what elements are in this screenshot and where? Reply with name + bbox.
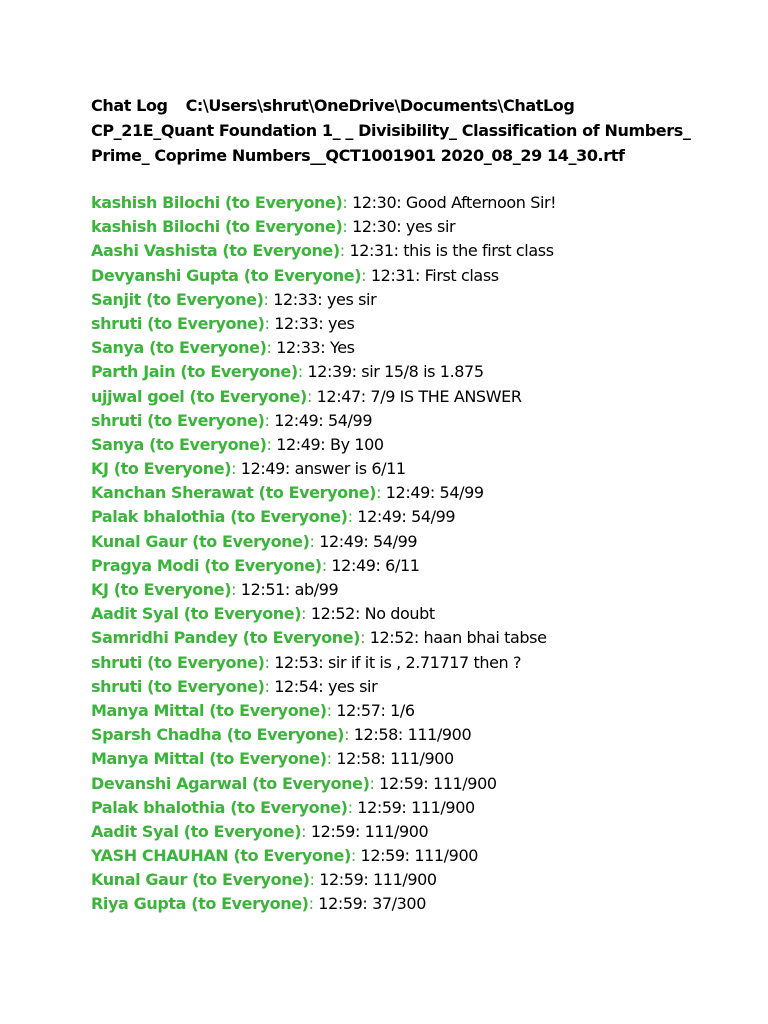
message-sender: shruti (to Everyone) bbox=[91, 652, 265, 672]
message-sender: Palak bhalothia (to Everyone) bbox=[91, 507, 348, 527]
chat-message bbox=[91, 602, 751, 626]
sender-separator: : bbox=[369, 773, 375, 793]
sender-separator: : bbox=[231, 580, 237, 599]
sender-separator: : bbox=[326, 700, 332, 720]
message-text: 12:30: yes sir bbox=[347, 217, 456, 237]
message-text: 12:52: haan bhai tabse bbox=[365, 628, 547, 648]
message-sender: ujjwal goel (to Everyone) bbox=[91, 386, 307, 406]
message-text: 12:52: No doubt bbox=[306, 604, 435, 624]
chat-message bbox=[91, 191, 751, 215]
message-sender: Riya Gupta (to Everyone) bbox=[91, 894, 309, 914]
chat-message bbox=[91, 796, 751, 820]
message-text: 12:58: 111/900 bbox=[331, 749, 454, 769]
sender-separator: : bbox=[321, 555, 327, 575]
message-sender: Palak bhalothia (to Everyone) bbox=[91, 797, 348, 817]
message-sender: Kunal Gaur (to Everyone) bbox=[91, 531, 310, 551]
sender-separator: : bbox=[350, 846, 356, 866]
header-label: Chat Log bbox=[91, 96, 168, 115]
message-sender: Aashi Vashista (to Everyone) bbox=[91, 241, 340, 261]
sender-separator: : bbox=[309, 870, 315, 890]
chat-message bbox=[91, 747, 751, 771]
message-sender: KJ (to Everyone) bbox=[91, 459, 232, 479]
message-sender: KJ (to Everyone) bbox=[91, 580, 232, 599]
chat-log-header bbox=[91, 93, 751, 168]
chat-message bbox=[91, 892, 751, 916]
sender-separator: : bbox=[376, 483, 382, 503]
message-text: 12:33: Yes bbox=[271, 338, 355, 358]
sender-separator: : bbox=[264, 410, 270, 430]
chat-message bbox=[91, 239, 751, 263]
chat-message bbox=[91, 336, 751, 360]
message-sender: Parth Jain (to Everyone) bbox=[91, 362, 298, 382]
message-text: 12:51: ab/99 bbox=[236, 580, 339, 599]
message-text: 12:39: sir 15/8 is 1.875 bbox=[302, 362, 484, 382]
chat-message-list bbox=[91, 191, 751, 917]
chat-message bbox=[91, 699, 751, 723]
message-sender: Devyanshi Gupta (to Everyone) bbox=[91, 265, 362, 285]
message-sender: Devanshi Agarwal (to Everyone) bbox=[91, 773, 370, 793]
message-sender: shruti (to Everyone) bbox=[91, 676, 265, 696]
message-sender: Kanchan Sherawat (to Everyone) bbox=[91, 483, 377, 503]
sender-separator: : bbox=[344, 725, 350, 745]
chat-message bbox=[91, 481, 751, 505]
message-sender: Manya Mittal (to Everyone) bbox=[91, 749, 327, 769]
chat-message bbox=[91, 505, 751, 529]
chat-message bbox=[91, 360, 751, 384]
message-text: 12:59: 111/900 bbox=[306, 821, 429, 841]
chat-message bbox=[91, 772, 751, 796]
chat-message bbox=[91, 844, 751, 868]
header-line-3: Prime_ Coprime Numbers__QCT1001901 2020_08_29 14_30.rtf bbox=[91, 146, 625, 165]
message-text: 12:31: First class bbox=[366, 265, 499, 285]
sender-separator: : bbox=[326, 749, 332, 769]
message-text: 12:49: By 100 bbox=[271, 434, 384, 454]
message-text: 12:53: sir if it is , 2.71717 then ? bbox=[269, 652, 522, 672]
sender-separator: : bbox=[297, 362, 303, 382]
message-text: 12:49: 54/99 bbox=[314, 531, 418, 551]
chat-message bbox=[91, 457, 751, 481]
chat-message bbox=[91, 675, 751, 699]
chat-message bbox=[91, 626, 751, 650]
chat-message bbox=[91, 433, 751, 457]
sender-separator: : bbox=[347, 797, 353, 817]
message-text: 12:30: Good Afternoon Sir! bbox=[347, 193, 557, 212]
chat-message bbox=[91, 868, 751, 892]
message-sender: Kunal Gaur (to Everyone) bbox=[91, 870, 310, 890]
sender-separator: : bbox=[231, 459, 237, 479]
message-sender: Aadit Syal (to Everyone) bbox=[91, 821, 302, 841]
sender-separator: : bbox=[301, 604, 307, 624]
message-text: 12:49: 6/11 bbox=[326, 555, 420, 575]
message-sender: Manya Mittal (to Everyone) bbox=[91, 700, 327, 720]
chat-message bbox=[91, 385, 751, 409]
header-line-1 bbox=[91, 93, 751, 118]
message-sender: kashish Bilochi (to Everyone) bbox=[91, 193, 343, 212]
message-text: 12:49: 54/99 bbox=[352, 507, 456, 527]
message-text: 12:33: yes bbox=[269, 313, 355, 333]
chat-message bbox=[91, 651, 751, 675]
chat-message bbox=[91, 312, 751, 336]
message-sender: YASH CHAUHAN (to Everyone) bbox=[91, 846, 351, 866]
sender-separator: : bbox=[263, 289, 269, 309]
message-sender: Aadit Syal (to Everyone) bbox=[91, 604, 302, 624]
message-sender: Sanjit (to Everyone) bbox=[91, 289, 264, 309]
sender-separator: : bbox=[264, 652, 270, 672]
message-text: 12:57: 1/6 bbox=[331, 700, 415, 720]
message-text: 12:58: 111/900 bbox=[349, 725, 472, 745]
chat-message bbox=[91, 409, 751, 433]
sender-separator: : bbox=[347, 507, 353, 527]
message-text: 12:59: 111/900 bbox=[374, 773, 497, 793]
message-sender: shruti (to Everyone) bbox=[91, 313, 265, 333]
message-text: 12:49: 54/99 bbox=[269, 410, 373, 430]
sender-separator: : bbox=[266, 434, 272, 454]
message-text: 12:59: 111/900 bbox=[352, 797, 475, 817]
message-sender: kashish Bilochi (to Everyone) bbox=[91, 217, 343, 237]
sender-separator: : bbox=[266, 338, 272, 358]
chat-message bbox=[91, 288, 751, 312]
message-text: 12:59: 37/300 bbox=[313, 894, 426, 914]
message-text: 12:54: yes sir bbox=[269, 676, 378, 696]
header-path: C:\Users\shrut\OneDrive\Documents\ChatLog bbox=[185, 96, 575, 115]
message-sender: Samridhi Pandey (to Everyone) bbox=[91, 628, 361, 648]
message-sender: Sanya (to Everyone) bbox=[91, 338, 267, 358]
header-line-2: CP_21E_Quant Foundation 1_ _ Divisibility_ Classification of Numbers_ bbox=[91, 121, 691, 140]
sender-separator: : bbox=[308, 894, 314, 914]
sender-separator: : bbox=[306, 386, 312, 406]
sender-separator: : bbox=[301, 821, 307, 841]
sender-separator: : bbox=[360, 628, 366, 648]
sender-separator: : bbox=[361, 265, 367, 285]
sender-separator: : bbox=[309, 531, 315, 551]
message-sender: Pragya Modi (to Everyone) bbox=[91, 555, 322, 575]
chat-message bbox=[91, 264, 751, 288]
sender-separator: : bbox=[264, 676, 270, 696]
sender-separator: : bbox=[339, 241, 345, 261]
message-text: 12:33: yes sir bbox=[268, 289, 377, 309]
message-text: 12:59: 111/900 bbox=[355, 846, 479, 866]
message-text: 12:47: 7/9 IS THE ANSWER bbox=[311, 386, 522, 406]
chat-message bbox=[91, 215, 751, 239]
chat-message bbox=[91, 820, 751, 844]
message-text: 12:31: this is the first class bbox=[344, 241, 554, 261]
chat-message bbox=[91, 530, 751, 554]
sender-separator: : bbox=[342, 217, 348, 237]
message-text: 12:49: 54/99 bbox=[381, 483, 484, 503]
message-text: 12:59: 111/900 bbox=[314, 870, 437, 890]
sender-separator: : bbox=[342, 193, 348, 212]
chat-message bbox=[91, 578, 751, 602]
message-sender: Sanya (to Everyone) bbox=[91, 434, 267, 454]
message-text: 12:49: answer is 6/11 bbox=[236, 459, 406, 479]
chat-message bbox=[91, 723, 751, 747]
message-sender: Sparsh Chadha (to Everyone) bbox=[91, 725, 345, 745]
message-sender: shruti (to Everyone) bbox=[91, 410, 265, 430]
sender-separator: : bbox=[264, 313, 270, 333]
chat-message bbox=[91, 554, 751, 578]
